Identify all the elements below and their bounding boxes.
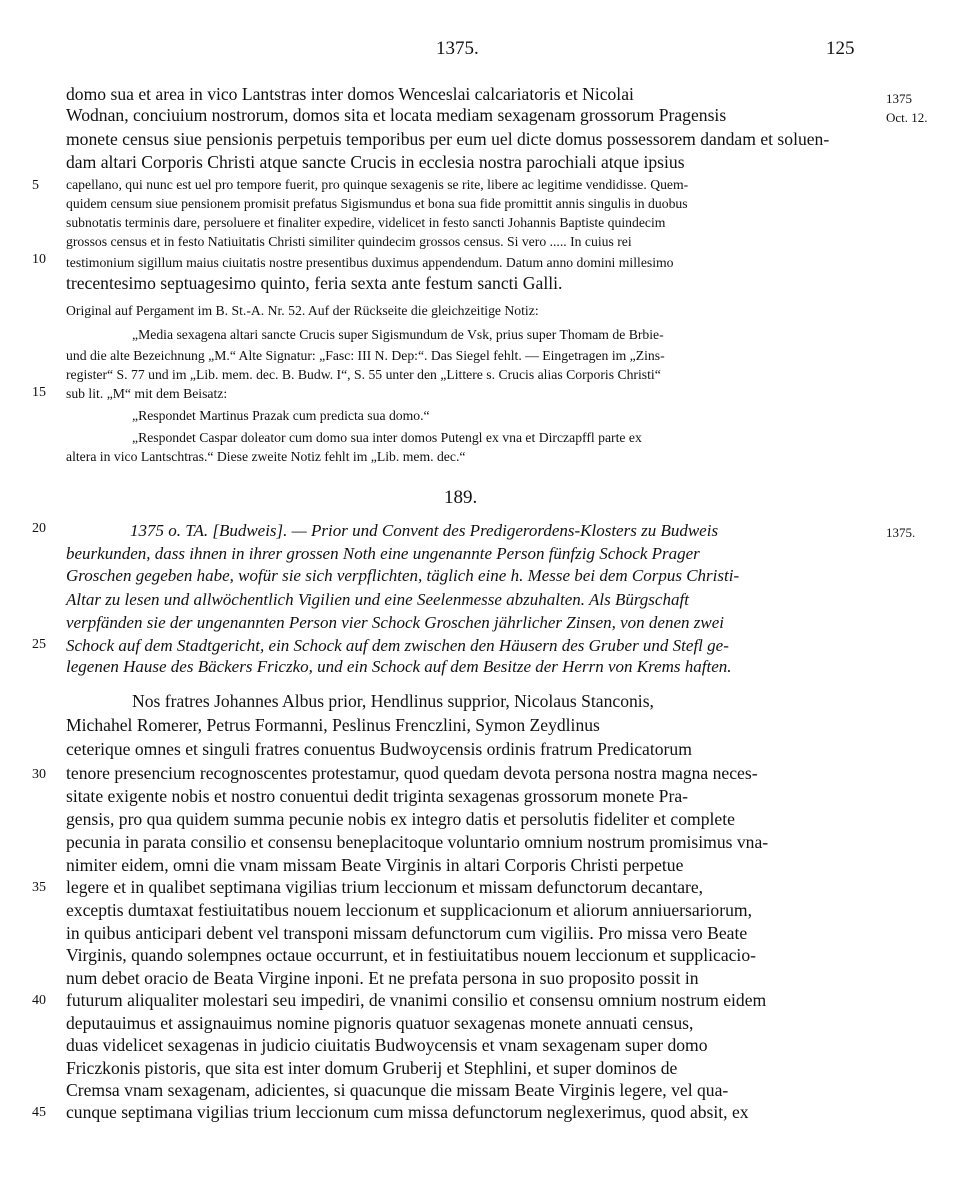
margin-note-year: 1375 [886,91,912,106]
text-line: subnotatis terminis dare, persoluere et finaliter expedire, videlicet in festo sancti Johannis Baptiste quindecim [66,215,666,230]
regest-line: Altar zu lesen und allwöchentlich Vigilien und eine Seelenmesse abzuhalten. Als Bürgschaft [66,590,689,609]
text-line: testimonium sigillum maius ciuitatis nostre presentibus duximus appendendum. Datum anno domini millesimo [66,255,674,270]
line-number: 30 [32,767,46,782]
text-line: gensis, pro qua quidem summa pecunie nobis ex integro datis et persolutis fideliter et complete [66,809,735,829]
document-number: 189. [444,487,478,508]
text-line: Nos fratres Johannes Albus prior, Hendlinus supprior, Nicolaus Stanconis, [132,691,654,711]
line-number: 20 [32,521,46,536]
line-number: 40 [32,993,46,1008]
margin-note-date: Oct. 12. [886,110,928,125]
regest-line: 1375 o. TA. [Budweis]. — Prior und Convent des Predigerordens-Klosters zu Budweis [130,521,719,540]
line-number: 35 [32,880,46,895]
regest-line: Schock auf dem Stadtgericht, ein Schock auf dem zwischen den Häusern des Gruber und Stefl ge- [66,636,729,655]
line-number: 10 [32,252,46,267]
text-line: „Media sexagena altari sancte Crucis super Sigismundum de Vsk, prius super Thomam de Brbie- [132,327,664,342]
text-line: Michahel Romerer, Petrus Formanni, Peslinus Frenczlini, Symon Zeydlinus [66,715,600,735]
text-line: „Respondet Martinus Prazak cum predicta sua domo.“ [132,408,430,423]
text-line: cunque septimana vigilias trium leccionum cum missa defunctorum neglexerimus, quod absit, ex [66,1102,749,1122]
text-line: legere et in qualibet septimana vigilias trium leccionum et missam defunctorum decantare, [66,877,704,897]
regest-line: legenen Hause des Bäckers Friczko, und ein Schock auf dem Besitze der Herrn von Krems haften. [66,657,732,676]
text-line: ceterique omnes et singuli fratres conuentus Budwoycensis ordinis fratrum Predicatorum [66,739,692,759]
line-number: 25 [32,637,46,652]
text-line: domo sua et area in vico Lantstras inter domos Wenceslai calcariatoris et Nicolai [66,84,634,104]
regest-line: verpfänden sie der ungenannten Person vier Schock Groschen jährlicher Zinsen, von denen zwei [66,613,724,632]
text-line: tenore presencium recognoscentes protestamur, quod quedam devota persona nostra magna neces- [66,763,758,783]
text-line: grossos census et in festo Natiuitatis Christi similiter quindecim grossos census. Si vero ..... In cuius rei [66,234,632,249]
text-line: Original auf Pergament im B. St.-A. Nr. 52. Auf der Rückseite die gleichzeitige Notiz: [66,303,539,318]
text-line: sitate exigente nobis et nostro conuentui dedit triginta sexagenas grossorum monete Pra- [66,786,688,806]
line-number: 15 [32,385,46,400]
text-line: quidem censum siue pensionem promisit prefatus Sigismundus et bona sua fide promittit annis singulis in duobus [66,196,688,211]
text-line: register“ S. 77 und im „Lib. mem. dec. B. Budw. I“, S. 55 unter den „Littere s. Crucis alias Corporis Christi“ [66,367,661,382]
text-line: nimiter eidem, omni die vnam missam Beate Virginis in altari Corporis Christi perpetue [66,855,684,875]
text-line: Friczkonis pistoris, que sita est inter domum Gruberij et Stephlini, et super dominos de [66,1058,678,1078]
text-line: duas videlicet sexagenas in judicio ciuitatis Budwoycensis et vnam sexagenam super domo [66,1035,708,1055]
margin-note-doc-year: 1375. [886,525,916,540]
text-line: „Respondet Caspar doleator cum domo sua inter domos Putengl ex vna et Dirczapffl parte ex [132,430,642,445]
text-line: futurum aliqualiter molestari seu impediri, de vnanimi consilio et consensu omnium nostrum eidem [66,990,767,1010]
text-line: Cremsa vnam sexagenam, adicientes, si quacunque die missam Beate Virginis legere, vel qua- [66,1080,729,1100]
line-number: 45 [32,1105,46,1120]
text-line: Virginis, quando solempnes octaue occurrunt, et in festiuitatibus nouem leccionum et supplicacio- [66,945,756,965]
text-line: pecunia in parata consilio et consensu beneplacitoque voluntario omnium nostrum promisimus vna- [66,832,769,852]
text-line: num debet oracio de Beata Virgine inponi. Et ne prefata persona in suo proposito possit in [66,968,699,988]
text-line: in quibus anticipari debent vel transponi missam defunctorum cum vigiliis. Pro missa vero Beate [66,923,748,943]
page-number: 125 [826,38,855,59]
running-header-year: 1375. [436,38,479,59]
text-line: Wodnan, conciuium nostrorum, domos sita et locata mediam sexagenam grossorum Pragensis [66,105,727,125]
regest-line: beurkunden, dass ihnen in ihrer grossen Noth eine ungenannte Person fünfzig Schock Prager [66,544,700,563]
text-line: altera in vico Lantschtras.“ Diese zweite Notiz fehlt im „Lib. mem. dec.“ [66,449,466,464]
regest-line: Groschen gegeben habe, wofür sie sich verpflichten, täglich eine h. Messe bei dem Corpus Christi- [66,566,740,585]
text-line: monete census siue pensionis perpetuis temporibus per eum uel dicte domus possessorem dandam et soluen- [66,129,830,149]
text-line: dam altari Corporis Christi atque sancte Crucis in ecclesia nostra parochiali atque ipsius [66,152,685,172]
text-line: capellano, qui nunc est uel pro tempore fuerit, pro quinque sexagenis se rite, libere ac legitime vendidisse. Quem- [66,177,689,192]
text-line: deputauimus et assignauimus nomine pignoris quatuor sexagenas monete annuati census, [66,1013,694,1033]
text-line: trecentesimo septuagesimo quinto, feria sexta ante festum sancti Galli. [66,273,563,293]
text-line: sub lit. „M“ mit dem Beisatz: [66,386,228,401]
line-number: 5 [32,178,39,193]
text-line: exceptis dumtaxat festiuitatibus nouem leccionum et supplicacionum et aliorum anniuersariorum, [66,900,752,920]
text-line: und die alte Bezeichnung „M.“ Alte Signatur: „Fasc: III N. Dep:“. Das Siegel fehlt. — Eingetragen im „Zins- [66,348,665,363]
